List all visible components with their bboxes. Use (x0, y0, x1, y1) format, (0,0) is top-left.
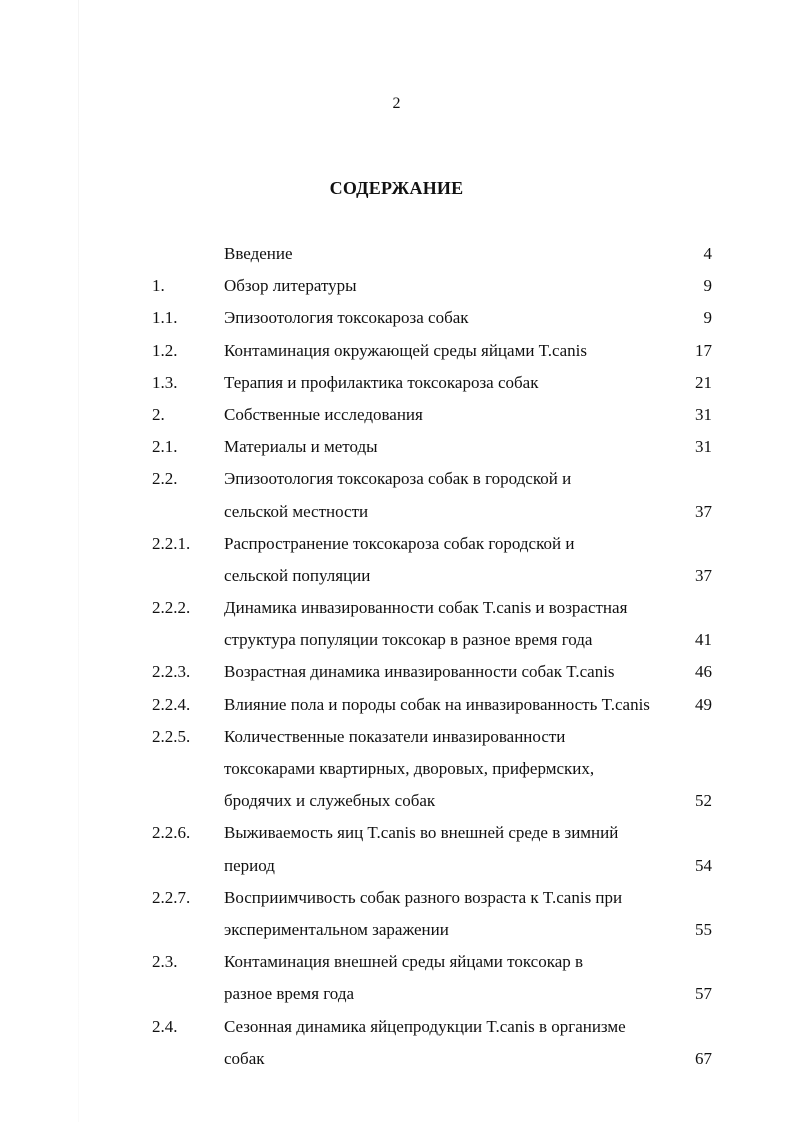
toc-entry (0, 689, 793, 721)
toc-page-number: 9 (703, 308, 712, 328)
toc-section-title: Восприимчивость собак разного возраста к T.canis при (224, 887, 623, 907)
toc-entry-line (0, 656, 793, 688)
toc-entry (0, 367, 793, 399)
toc-section-title: сельской популяции (224, 565, 371, 585)
toc-entry (0, 463, 793, 527)
toc-section-number: 1. (152, 276, 165, 296)
toc-entry (0, 882, 793, 946)
toc-section-number: 2.2.6. (152, 823, 191, 843)
toc-section-title: токсокарами квартирных, дворовых, прифермских, (224, 759, 595, 778)
toc-section-number: 2.4. (152, 1016, 178, 1036)
toc-entry (0, 1011, 793, 1075)
toc-section-number: 2.2.2. (152, 598, 191, 618)
toc-entry-line (0, 335, 793, 367)
toc-page-number: 37 (695, 565, 712, 585)
toc-page-number: 57 (695, 984, 712, 1004)
toc-section-title: сельской местности (224, 501, 369, 521)
toc-entry-line (0, 560, 793, 592)
toc-section-title: Контаминация окружающей среды яйцами T.canis (224, 340, 587, 360)
toc-section-title: Контаминация внешней среды яйцами токсокар в (224, 952, 584, 972)
toc-page-number: 41 (695, 630, 712, 650)
toc-entry (0, 238, 793, 270)
toc-section-title: Выживаемость яиц T.canis во внешней среде в зимний (224, 823, 619, 843)
toc-section-number: 1.2. (152, 340, 178, 360)
toc-entry-line (0, 238, 793, 270)
toc-page-number: 67 (695, 1048, 712, 1068)
toc-entry-line (0, 463, 793, 495)
toc-entry (0, 592, 793, 656)
toc-entry-line (0, 914, 793, 946)
toc-entry-line (0, 946, 793, 978)
toc-section-title: Возрастная динамика инвазированности собак T.canis (224, 662, 615, 682)
toc-section-number: 2.3. (152, 952, 178, 972)
toc-section-title: Количественные показатели инвазированности (224, 726, 566, 746)
toc-entry-line (0, 721, 793, 753)
toc-section-number: 2.1. (152, 437, 178, 457)
toc-page-number: 52 (695, 791, 712, 811)
toc-page-number: 49 (695, 694, 712, 714)
toc-section-title: Эпизоотология токсокароза собак (224, 308, 469, 328)
toc-entry-line (0, 1011, 793, 1043)
toc-entry-line (0, 785, 793, 817)
toc-section-number: 2.2. (152, 469, 178, 489)
toc-entry-line (0, 528, 793, 560)
toc-page-number: 54 (695, 855, 712, 875)
toc-entry-line (0, 270, 793, 302)
toc-section-title: структура популяции токсокар в разное время года (224, 630, 593, 650)
toc-entry-line (0, 689, 793, 721)
toc-page-number: 4 (703, 244, 712, 263)
toc-entry-line (0, 882, 793, 914)
toc-section-title: Распространение токсокароза собак городской и (224, 533, 575, 553)
toc-entry (0, 399, 793, 431)
toc-page-number: 31 (695, 437, 712, 457)
toc-entry-line (0, 592, 793, 624)
toc-entry (0, 656, 793, 688)
toc-entry-line (0, 302, 793, 334)
toc-section-title: период (224, 855, 275, 875)
toc-section-number: 1.1. (152, 308, 178, 328)
toc-section-number: 2.2.1. (152, 533, 191, 553)
toc-page-number: 31 (695, 404, 712, 424)
toc-section-title: Материалы и методы (224, 437, 378, 457)
toc-entry (0, 335, 793, 367)
toc-entry-line (0, 496, 793, 528)
toc-section-title: Эпизоотология токсокароза собак в городской и (224, 469, 572, 489)
table-of-contents (0, 238, 793, 1075)
toc-page-number: 9 (703, 276, 712, 296)
toc-section-title: Динамика инвазированности собак T.canis и возрастная (224, 598, 628, 618)
toc-section-number: 2.2.7. (152, 887, 191, 907)
toc-entry-line (0, 1043, 793, 1075)
toc-section-number: 2.2.4. (152, 694, 191, 714)
toc-entry-line (0, 753, 793, 785)
toc-entry-line (0, 431, 793, 463)
toc-section-number: 2.2.3. (152, 662, 191, 682)
toc-page-number: 17 (695, 340, 712, 360)
toc-entry-line (0, 817, 793, 849)
toc-entry (0, 721, 793, 818)
toc-section-title: экспериментальном заражении (224, 919, 449, 939)
toc-entry (0, 528, 793, 592)
toc-section-number: 2. (152, 404, 165, 424)
toc-section-title: Введение (224, 244, 293, 263)
toc-page-number: 46 (695, 662, 712, 682)
toc-page-number: 37 (695, 501, 712, 521)
toc-entry (0, 817, 793, 881)
toc-entry (0, 946, 793, 1010)
page-number: 2 (392, 95, 401, 112)
toc-section-number: 1.3. (152, 372, 178, 392)
toc-section-title: Влияние пола и породы собак на инвазированность T.canis (224, 694, 650, 714)
toc-section-number: 2.2.5. (152, 726, 191, 746)
toc-entry-line (0, 624, 793, 656)
toc-entry-line (0, 399, 793, 431)
toc-entry (0, 431, 793, 463)
toc-section-title: собак (224, 1048, 265, 1068)
toc-section-title: разное время года (224, 984, 355, 1004)
toc-entry-line (0, 850, 793, 882)
toc-section-title: Сезонная динамика яйцепродукции T.canis в организме (224, 1016, 626, 1036)
toc-entry (0, 270, 793, 302)
toc-section-title: Обзор литературы (224, 276, 357, 296)
toc-entry-line (0, 367, 793, 399)
toc-page-number: 21 (695, 372, 712, 392)
toc-entry (0, 302, 793, 334)
page-title: СОДЕРЖАНИЕ (329, 178, 464, 198)
toc-entry-line (0, 978, 793, 1010)
toc-section-title: Собственные исследования (224, 404, 423, 424)
toc-section-title: Терапия и профилактика токсокароза собак (224, 372, 539, 392)
toc-page-number: 55 (695, 919, 712, 939)
toc-section-title: бродячих и служебных собак (224, 791, 436, 811)
